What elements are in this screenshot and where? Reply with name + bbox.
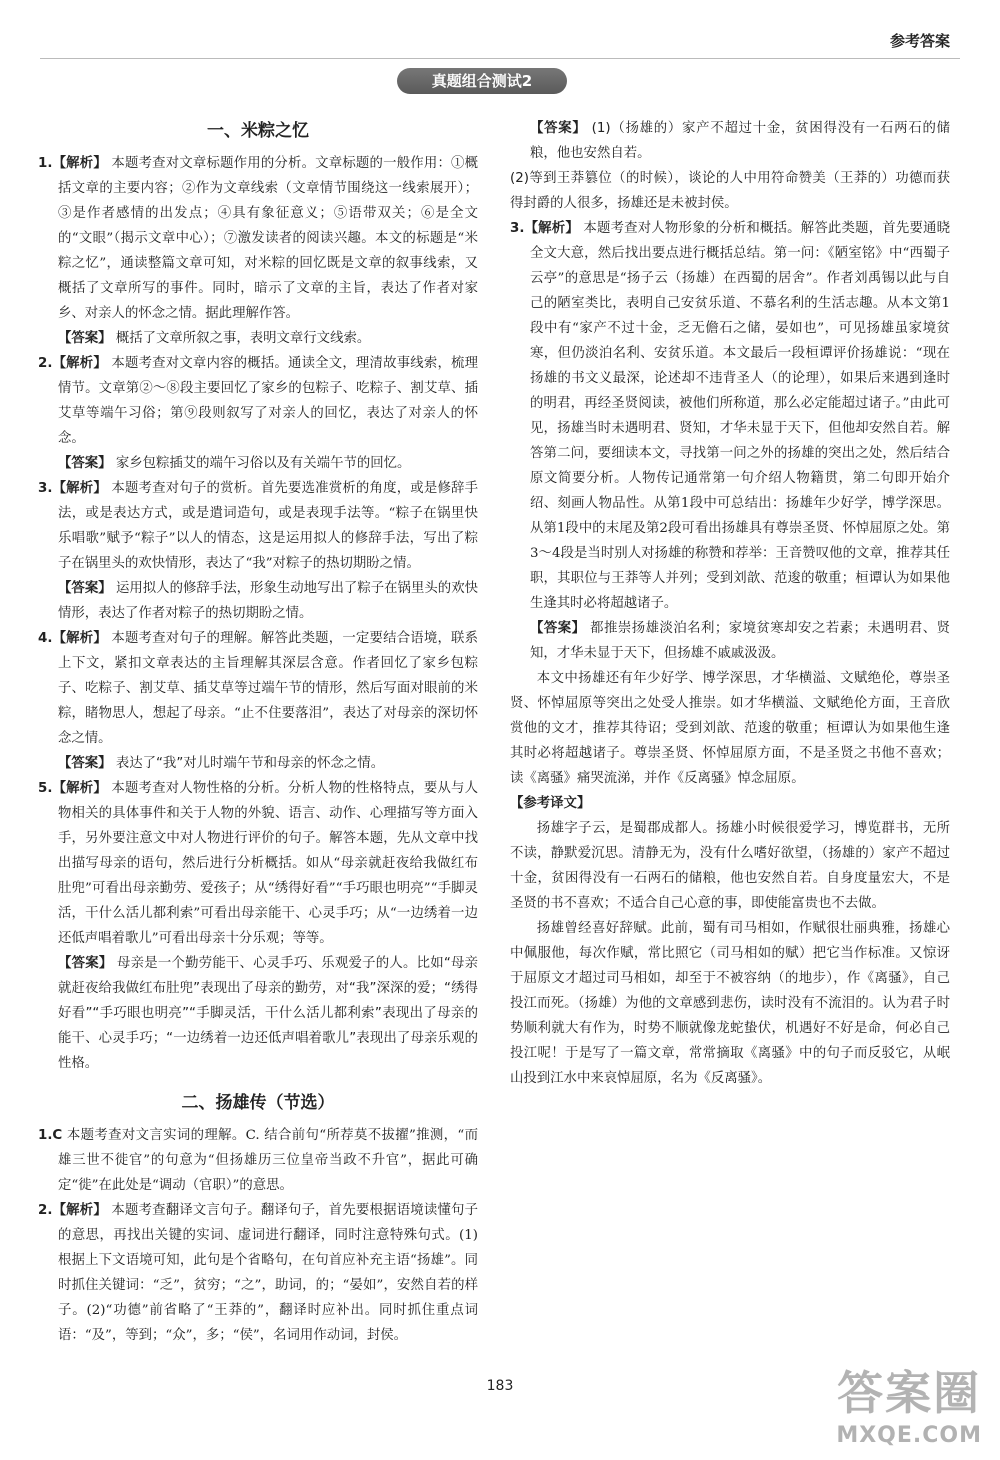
watermark-logo: 答案圈 MXQE.COM [836, 1366, 982, 1448]
translation-paragraph-2: 扬雄曾经喜好辞赋。此前，蜀有司马相如，作赋很壮丽典雅，扬雄心中佩服他，每次作赋，常比照它（司马相如的赋）把它当作标准。又惊讶于屈原文才超过司马相如，却至于不被容纳（的地步），作《离骚》，自己投江而死。（扬雄）为他的文章感到悲伤，读时没有不流泪的。认为君子时势顺利就大有作为，时势不顺就像龙蛇蛰伏，机遇好不好是命，何必自己投江呢！于是写了一篇文章，常常摘取《离骚》中的句子而反驳它，从岷山投到江水中来哀悼屈原，名为《反离骚》。 [510, 921, 950, 1086]
answer-2-2: 【答案】 (1)（扬雄的）家产不超过十金，贫困得没有一石两石的储粮，他也安然自若。 [530, 121, 950, 161]
answer-1: 【答案】 概括了文章所叙之事，表明文章行文线索。 [58, 331, 371, 346]
question-3: 3.【解析】 本题考查对句子的赏析。首先要选准赏析的角度，或是修辞手法，或是表达方式，或是遣词造句，或是表现手法等。“粽子在锅里快乐唱歌”赋予“粽子”以人的情态，这是运用拟人的修辞手法，写出了粽子在锅里头的欢快情形，表达了“我”对粽子的热切期盼之情。 [38, 481, 479, 571]
question-2: 2.【解析】 本题考查对文章内容的概括。通读全文，理清故事线索，梳理情节。文章第②～⑧段主要回忆了家乡的包粽子、吃粽子、割艾草、插艾草等端午习俗；第⑨段则叙写了对亲人的回忆，表达了对亲人的怀念。 [38, 356, 479, 446]
left-column [38, 112, 478, 1348]
page-number: 183 [486, 1378, 514, 1394]
translation-paragraph-1: 扬雄字子云，是蜀郡成都人。扬雄小时候很爱学习，博览群书，无所不读，静默爱沉思。清静无为，没有什么嗜好欲望，（扬雄的）家产不超过十金，贫困得没有一石两石的储粮，他也安然自若。自身度量宏大，不是圣贤的书不喜欢；不适合自己心意的事，即使能富贵也不去做。 [510, 821, 950, 911]
answer-4: 【答案】 表达了“我”对儿时端午节和母亲的怀念之情。 [58, 756, 385, 771]
question-5: 5.【解析】 本题考查对人物性格的分析。分析人物的性格特点，要从与人物相关的具体事件和关于人物的外貌、语言、动作、心理描写等方面入手，另外要注意文中对人物进行评价的句子。解答本题，先从文章中找出描写母亲的语句，然后进行分析概括。如从“母亲就赶夜给我做红布肚兜”可看出母亲勤劳、爱孩子；从“绣得好看”“手巧眼也明亮”“手脚灵活，干什么活儿都利索”可看出母亲能干、心灵手巧；从“一边绣着一边还低声唱着歌儿”可看出母亲十分乐观；等等。 [38, 781, 479, 946]
translation-heading: 【参考译文】 [510, 796, 591, 811]
header-label: 参考答案 [889, 32, 950, 50]
question-2-2: 2.【解析】 本题考查翻译文言句子。翻译句子，首先要根据语境读懂句子的意思，再找出关键的实词、虚词进行翻译，同时注意特殊句式。(1)根据上下文语境可知，此句是个省略句，在句首应补充主语“扬雄”。同时抓住关键词：“乏”，贫穷；“之”，助词，的；“晏如”，安然自若的样子。(2)“功德”前省略了“王莽的”，翻译时应补出。同时抓住重点词语：“及”，等到；“众”，多；“侯”，名词用作动词，封侯。 [38, 1203, 479, 1343]
header-divider [40, 58, 960, 59]
answer-3: 【答案】 运用拟人的修辞手法，形象生动地写出了粽子在锅里头的欢快情形，表达了作者对粽子的热切期盼之情。 [58, 581, 479, 621]
question-4: 4.【解析】 本题考查对句子的理解。解答此类题，一定要结合语境，联系上下文，紧扣文章表达的主旨理解其深层含意。作者回忆了家乡包粽子、吃粽子、割艾草、插艾草等过端午节的情形，然后写面对眼前的米粽，睹物思人，想起了母亲。“止不住要落泪”，表达了对母亲的深切怀念之情。 [38, 631, 479, 746]
answer-5: 【答案】 母亲是一个勤劳能干、心灵手巧、乐观爱子的人。比如“母亲就赶夜给我做红布肚兜”表现出了母亲的勤劳，对“我”深深的爱；“绣得好看”“手巧眼也明亮”“手脚灵活，干什么活儿都利索”表现出了母亲的能干、心灵手巧；“一边绣着一边还低声唱着歌儿”表现出了母亲乐观的性格。 [58, 956, 479, 1071]
section-title-1: 一、米粽之忆 [207, 121, 309, 141]
answer-2-2-part2: (2)等到王莽篡位（的时候），谈论的人中用符命赞美（王莽的）功德而获得封爵的人很多，扬雄还是未被封侯。 [510, 171, 950, 211]
question-2-1: 1.C 本题考查对文言实词的理解。C. 结合前句“所荐莫不拔擢”推测，“而雄三世不徙官”的句意为“但扬雄历三位皇帝当政不升官”，据此可确定“徙”在此处是“调动（官职）”的意思。 [38, 1128, 478, 1193]
question-1: 1.【解析】 本题考查对文章标题作用的分析。文章标题的一般作用：①概括文章的主要内容；②作为文章线索（文章情节围绕这一线索展开）；③是作者感情的出发点；④具有象征意义；⑤语带双关；⑥是全文的“文眼”（揭示文章中心）；⑦激发读者的阅读兴趣。本文的标题是“米粽之忆”，通读整篇文章可知，对米粽的回忆既是文章的叙事线索，又概括了文章所写的事件。同时，暗示了文章的主旨，表达了作者对家乡、对亲人的怀念之情。据此理解作答。 [38, 156, 479, 321]
right-column [510, 116, 950, 1091]
section-banner: 真题组合测试2 [397, 68, 567, 94]
answer-2-3: 【答案】 都推崇扬雄淡泊名利；家境贫寒却安之若素；未遇明君、贤知，才华未显于天下，但扬雄不戚戚汲汲。 [530, 621, 951, 661]
section-title-2: 二、扬雄传（节选） [181, 1093, 335, 1113]
question-2-3: 3.【解析】 本题考查对人物形象的分析和概括。解答此类题，首先要通晓全文大意，然后找出要点进行概括总结。第一问：《陋室铭》中“西蜀子云亭”的意思是“扬子云（扬雄）在西蜀的居舍”。作者刘禹锡以此与自己的陋室类比，表明自己安贫乐道、不慕名利的生活志趣。从本文第1段中有“家产不过十金，乏无儋石之储，晏如也”，可见扬雄虽家境贫寒，但仍淡泊名利、安贫乐道。本文最后一段桓谭评价扬雄说：“现在扬雄的书文义最深，论述却不违背圣人（的论理），如果后来遇到逢时的明君，再经圣贤阅读，被他们所称道，那么必定能超过诸子。”由此可见，扬雄当时未遇明君、贤知，才华未显于天下，但他却安然自若。解答第二问，要细读本文，寻找第一问之外的扬雄的突出之处，然后结合原文简要分析。人物传记通常第一句介绍人物籍贯，第二句即开始介绍、刻画人物品性。从第1段中可总结出：扬雄年少好学，博学深思。从第1段中的末尾及第2段可看出扬雄具有尊崇圣贤、怀悼屈原之处。第3～4段是当时别人对扬雄的称赞和荐举：王音赞叹他的文章，推荐其任职，其职位与王莽等人并列；受到刘歆、范逡的敬重；桓谭认为如果他生逢其时必将超越诸子。 [510, 221, 951, 611]
answer-2-3-extra: 本文中扬雄还有年少好学、博学深思，才华横溢、文赋绝伦，尊崇圣贤、怀悼屈原等突出之处受人推崇。如才华横溢、文赋绝伦方面，王音欣赏他的文才，推荐其待诏；受到刘歆、范逡的敬重；桓谭认为如果他生逢其时必将超越诸子。尊崇圣贤、怀悼屈原方面，不是圣贤之书他不喜欢；读《离骚》痛哭流涕，并作《反离骚》悼念屈原。 [510, 671, 950, 786]
answer-2: 【答案】 家乡包粽插艾的端午习俗以及有关端午节的回忆。 [58, 456, 411, 471]
